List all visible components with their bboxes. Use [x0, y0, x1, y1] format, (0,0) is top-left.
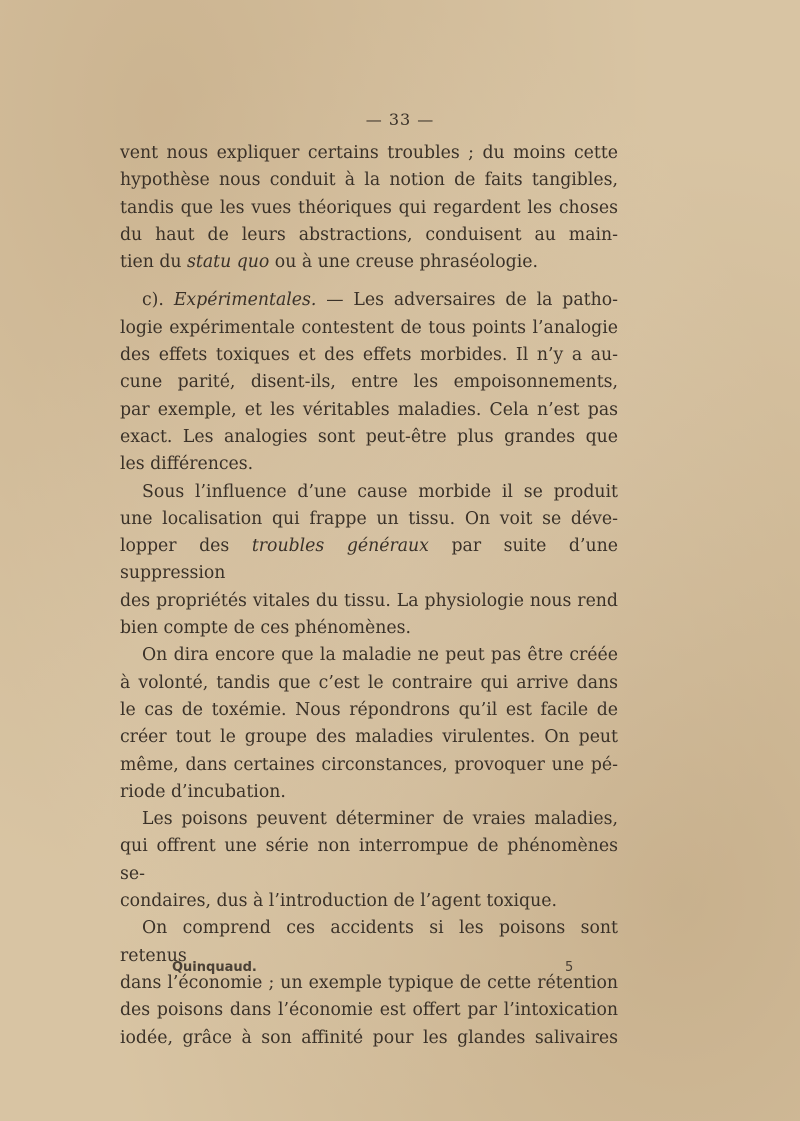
- printer-signature: Quinquaud.: [172, 960, 257, 975]
- text-run: c).: [142, 290, 174, 311]
- text-run: cune parité, disent-ils, entre les empoisonnements,: [120, 372, 618, 393]
- text-line: [120, 997, 618, 1024]
- text-run: même, dans certaines circonstances, provoquer une pé-: [120, 754, 618, 775]
- text-run: exact. Les analogies sont peut-être plus grandes que: [120, 426, 618, 447]
- text-line: [120, 533, 618, 588]
- text-run: iodée, grâce à son affinité pour les glandes salivaires: [120, 1027, 618, 1048]
- text-run: le cas de toxémie. Nous répondrons qu’il est facile de: [120, 699, 618, 720]
- text-line: [120, 397, 618, 424]
- text-run: bien compte de ces phénomènes.: [120, 618, 411, 639]
- text-run: par suite d’une suppression: [120, 536, 618, 584]
- text-line: [120, 315, 618, 342]
- text-line: [120, 167, 618, 194]
- text-run: des propriétés vitales du tissu. La physiologie nous rend: [120, 590, 618, 611]
- italic-text: statu quo: [187, 252, 270, 273]
- text-line: [120, 642, 618, 669]
- text-run: Les poisons peuvent déterminer de vraies maladies,: [142, 809, 618, 830]
- sheet-number: 5: [565, 960, 574, 975]
- text-line: [120, 752, 618, 779]
- text-line: [120, 342, 618, 369]
- text-line: [120, 140, 618, 167]
- text-run: créer tout le groupe des maladies virulentes. On peut: [120, 727, 618, 748]
- text-line: [120, 195, 618, 222]
- text-line: [120, 287, 618, 314]
- text-line: [120, 779, 618, 806]
- text-line: [120, 724, 618, 751]
- text-run: On comprend ces accidents si les poisons sont retenus: [120, 918, 618, 966]
- text-line: [120, 888, 618, 915]
- text-line: [120, 697, 618, 724]
- text-run: — Les adversaires de la patho-: [316, 290, 618, 311]
- text-line: [120, 451, 618, 478]
- text-line: [120, 249, 618, 276]
- text-run: du haut de leurs abstractions, conduisent au main-: [120, 224, 618, 245]
- text-run: une localisation qui frappe un tissu. On voit se déve-: [120, 508, 618, 529]
- text-run: dans l’économie ; un exemple typique de cette rétention: [120, 972, 618, 993]
- text-line: [120, 806, 618, 833]
- paragraph-gap: [120, 276, 618, 287]
- text-run: tandis que les vues théoriques qui regardent les choses: [120, 197, 618, 218]
- text-line: [120, 670, 618, 697]
- text-line: [120, 222, 618, 249]
- text-run: des poisons dans l’économie est offert par l’intoxication: [120, 1000, 618, 1021]
- text-run: des effets toxiques et des effets morbides. Il n’y a au-: [120, 345, 618, 366]
- text-run: logie expérimentale contestent de tous points l’analogie: [120, 317, 618, 338]
- text-run: lopper des: [120, 536, 252, 557]
- text-run: vent nous expliquer certains troubles ; du moins cette: [120, 143, 618, 163]
- text-line: [120, 369, 618, 396]
- text-run: hypothèse nous conduit à la notion de faits tangibles,: [120, 170, 618, 191]
- text-line: [120, 588, 618, 615]
- text-run: riode d’incubation.: [120, 781, 286, 802]
- text-line: [120, 424, 618, 451]
- text-run: On dira encore que la maladie ne peut pas être créée: [142, 645, 618, 666]
- text-run: Sous l’influence d’une cause morbide il se produit: [142, 481, 618, 502]
- text-run: condaires, dus à l’introduction de l’agent toxique.: [120, 891, 557, 912]
- text-run: qui offrent une série non interrompue de phénomènes se-: [120, 836, 618, 884]
- text-run: à volonté, tandis que c’est le contraire qui arrive dans: [120, 672, 618, 693]
- text-run: tien du: [120, 252, 188, 273]
- text-run: les différences.: [120, 454, 254, 475]
- italic-text: troubles généraux: [251, 536, 429, 557]
- text-line: [120, 506, 618, 533]
- text-line: [120, 833, 618, 888]
- page-number: — 33 —: [365, 110, 435, 129]
- body-text: [120, 140, 618, 1052]
- text-line: [120, 615, 618, 642]
- text-line: [120, 1025, 618, 1052]
- text-run: par exemple, et les véritables maladies. Cela n’est pas: [120, 399, 618, 420]
- text-run: ou à une creuse phraséologie.: [269, 252, 538, 273]
- text-line: [120, 479, 618, 506]
- italic-text: Expérimentales.: [173, 290, 317, 311]
